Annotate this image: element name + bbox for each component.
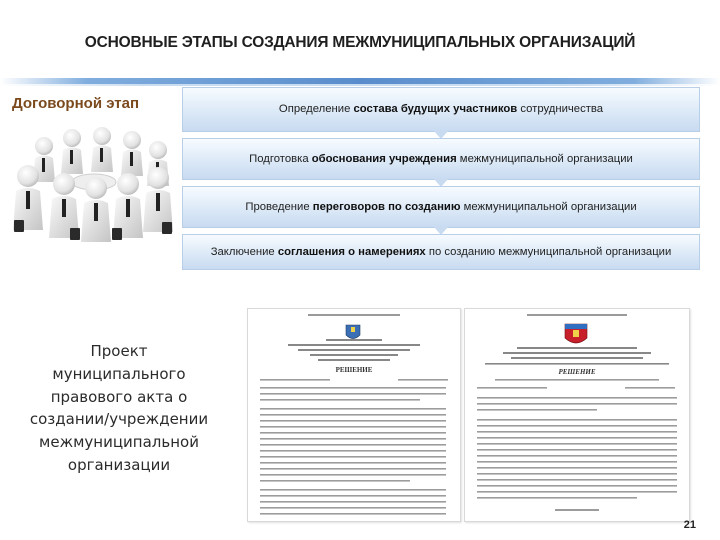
step-4-text: Заключение: [210, 245, 278, 258]
decision-document-1-heading: РЕШЕНИЕ: [335, 366, 373, 374]
decision-document-2: [464, 308, 690, 522]
step-4-text-end: по созданию межмуниципальной организации: [425, 245, 672, 258]
coat-of-arms-icon: [346, 325, 360, 339]
decision-document-1: [247, 308, 461, 522]
project-description: [8, 340, 230, 477]
step-3-text: Проведение: [245, 200, 313, 213]
process-steps: [182, 87, 700, 267]
coat-of-arms-icon: [565, 324, 587, 343]
step-1: [182, 87, 700, 132]
step-4: [182, 234, 700, 270]
title-rule-shadow: [0, 84, 720, 86]
step-3-emphasis: переговоров по созданию: [312, 200, 461, 213]
decision-document-2-heading: РЕШЕНИЕ: [558, 368, 596, 376]
step-3-text-end: межмуниципальной организации: [460, 200, 637, 213]
decision-document-2-image: [465, 309, 689, 521]
project-line-4: создании/учреждении: [29, 410, 209, 429]
step-2-text-end: межмуниципальной организации: [456, 152, 633, 165]
stage-label: Договорной этап: [12, 95, 140, 112]
project-line-1: Проект: [90, 342, 148, 360]
step-1-text: Определение: [278, 103, 354, 116]
step-2-emphasis: обоснования учреждения: [311, 152, 457, 165]
project-line-5: межмуниципальной: [39, 433, 199, 452]
step-2-text: Подготовка: [249, 152, 312, 165]
step-4-emphasis: соглашения о намерениях: [277, 245, 426, 258]
step-2: [182, 138, 700, 180]
step-1-emphasis: состава будущих участников: [353, 103, 518, 116]
decision-document-1-image: [248, 309, 460, 521]
slide-title: ОСНОВНЫЕ ЭТАПЫ СОЗДАНИЯ МЕЖМУНИЦИПАЛЬНЫХ ОРГАНИЗАЦИЙ: [84, 34, 636, 51]
project-line-3: правового акта о: [50, 387, 188, 406]
project-line-2: муниципального: [52, 364, 186, 383]
project-line-6: организации: [67, 455, 171, 474]
teamwork-figures-image: [12, 122, 174, 242]
page-number: 21: [683, 519, 696, 531]
step-1-text-end: сотрудничества: [517, 103, 604, 116]
step-3: [182, 186, 700, 228]
